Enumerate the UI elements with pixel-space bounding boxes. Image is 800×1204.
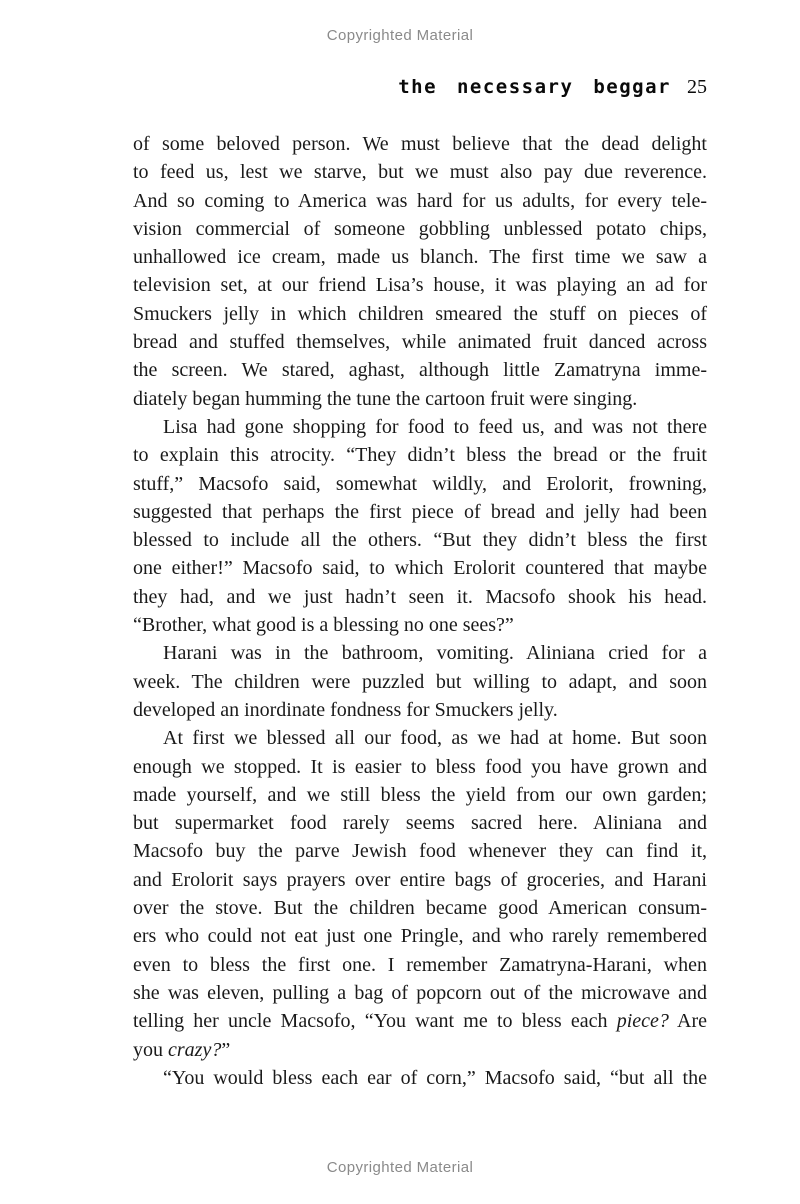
text-line: Macsofo buy the parve Jewish food whenever they can find it, bbox=[133, 840, 707, 863]
text-line: ers who could not eat just one Pringle, and who rarely remembered bbox=[133, 925, 707, 948]
text-line: telling her uncle Macsofo, “You want me to bless each piece? Are bbox=[133, 1010, 707, 1033]
text-line: vision commercial of someone gobbling unblessed potato chips, bbox=[133, 217, 707, 240]
text-line: developed an inordinate fondness for Smuckers jelly. bbox=[133, 698, 558, 721]
text-line: one either!” Macsofo said, to which Erolorit countered that maybe bbox=[133, 557, 707, 580]
copyright-notice-top: Copyrighted Material bbox=[326, 27, 474, 44]
body-text bbox=[133, 130, 707, 1092]
text-line: And so coming to America was hard for us adults, for every tele- bbox=[133, 189, 707, 212]
text-line: diately began humming the tune the cartoon fruit were singing. bbox=[133, 387, 638, 410]
text-line: television set, at our friend Lisa’s house, it was playing an ad for bbox=[133, 274, 707, 297]
text-line: Lisa had gone shopping for food to feed us, and was not there bbox=[163, 415, 707, 438]
text-line: you crazy?” bbox=[133, 1038, 231, 1061]
text-line: stuff,” Macsofo said, somewhat wildly, and Erolorit, frowning, bbox=[133, 472, 707, 495]
text-line: to feed us, lest we starve, but we must also pay due reverence. bbox=[133, 161, 707, 184]
text-line: blessed to include all the others. “But they didn’t bless the first bbox=[133, 529, 707, 552]
text-line: she was eleven, pulling a bag of popcorn out of the microwave and bbox=[133, 981, 707, 1004]
text-line: suggested that perhaps the first piece of bread and jelly had been bbox=[133, 500, 707, 523]
text-line: bread and stuffed themselves, while animated fruit danced across bbox=[133, 331, 707, 354]
paragraph bbox=[133, 1064, 707, 1092]
text-line: even to bless the first one. I remember Zamatryna-Harani, when bbox=[133, 953, 707, 976]
text-line: they had, and we just hadn’t seen it. Macsofo shook his head. bbox=[133, 585, 707, 608]
copyright-notice-bottom: Copyrighted Material bbox=[326, 1159, 474, 1176]
text-line: At first we blessed all our food, as we had at home. But soon bbox=[163, 727, 707, 750]
running-title: the necessary beggar bbox=[398, 76, 671, 98]
text-line: to explain this atrocity. “They didn’t bless the bread or the fruit bbox=[133, 444, 707, 467]
text-line: but supermarket food rarely seems sacred here. Aliniana and bbox=[133, 812, 707, 835]
page-number: 25 bbox=[687, 76, 707, 98]
paragraph bbox=[133, 413, 707, 639]
text-line: over the stove. But the children became good American consum- bbox=[133, 897, 707, 920]
text-line: unhallowed ice cream, made us blanch. The first time we saw a bbox=[133, 246, 707, 269]
text-line: and Erolorit says prayers over entire bags of groceries, and Harani bbox=[133, 868, 707, 891]
text-line: enough we stopped. It is easier to bless food you have grown and bbox=[133, 755, 707, 778]
text-line: Smuckers jelly in which children smeared the stuff on pieces of bbox=[133, 302, 707, 325]
text-line: week. The children were puzzled but willing to adapt, and soon bbox=[133, 670, 707, 693]
text-line: Harani was in the bathroom, vomiting. Aliniana cried for a bbox=[163, 642, 707, 665]
paragraph bbox=[133, 639, 707, 724]
text-line: the screen. We stared, aghast, although little Zamatryna imme- bbox=[133, 359, 707, 382]
text-line: “You would bless each ear of corn,” Macsofo said, “but all the bbox=[163, 1066, 707, 1089]
paragraph bbox=[133, 724, 707, 1064]
running-header bbox=[398, 76, 707, 99]
text-line: made yourself, and we still bless the yield from our own garden; bbox=[133, 783, 707, 806]
text-line: of some beloved person. We must believe that the dead delight bbox=[133, 133, 707, 155]
paragraph bbox=[133, 130, 707, 413]
text-line: “Brother, what good is a blessing no one sees?” bbox=[133, 614, 514, 637]
